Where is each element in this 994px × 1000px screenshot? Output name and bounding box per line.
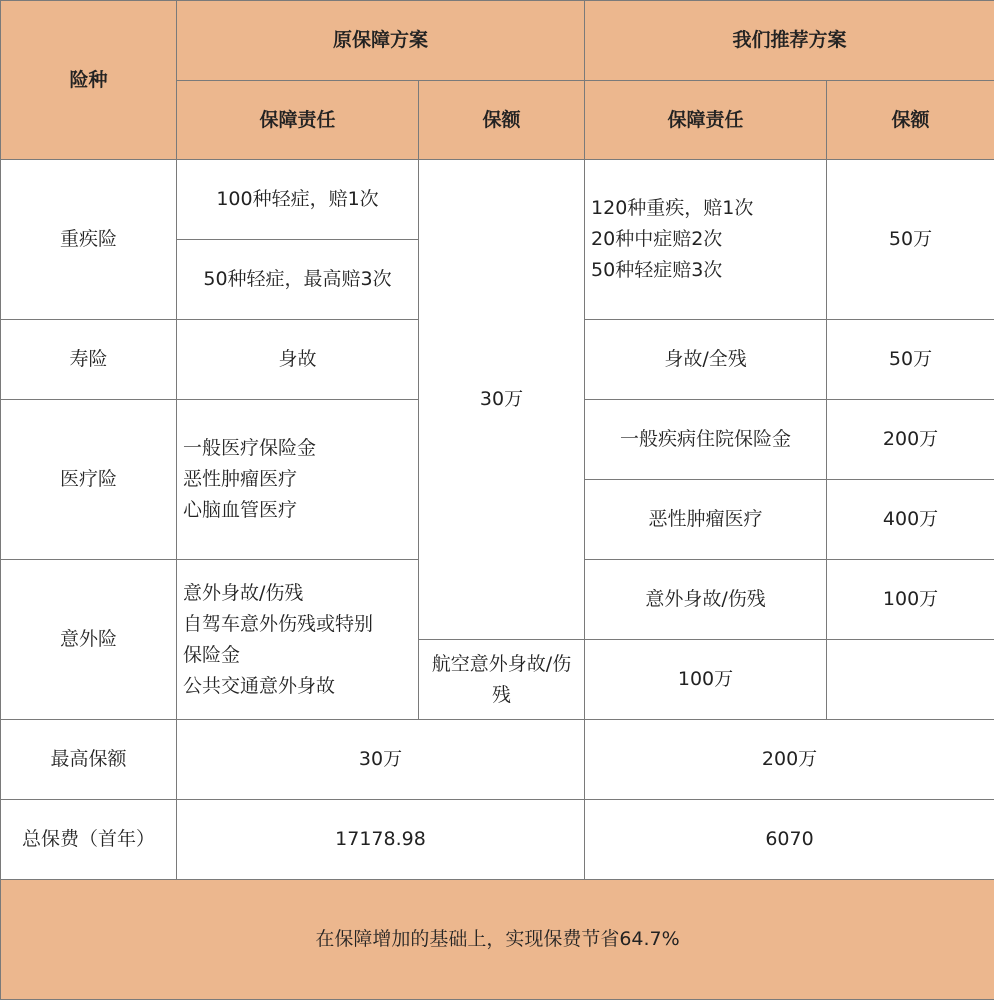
type-life: 寿险: [1, 320, 177, 400]
header-orig-coverage: 保障责任: [177, 81, 419, 160]
header-rec-coverage: 保障责任: [585, 81, 827, 160]
type-accident: 意外险: [1, 560, 177, 720]
type-critical-illness: 重疾险: [1, 160, 177, 320]
rec-amount-cell: 100万: [827, 560, 994, 640]
header-type: 险种: [1, 1, 177, 160]
rec-amount-cell: 100万: [585, 640, 827, 720]
orig-coverage-cell: 50种轻症，最高赔3次: [177, 240, 419, 320]
total-premium-orig: 17178.98: [177, 800, 585, 880]
max-amount-rec: 200万: [585, 720, 994, 800]
coverage-line: 意外身故/伤残: [183, 581, 304, 604]
coverage-line: 20种中症赔2次: [591, 228, 723, 250]
rec-coverage-cell: [585, 160, 827, 320]
orig-coverage-cell: 身故: [177, 320, 419, 400]
orig-coverage-cell: 100种轻症，赔1次: [177, 160, 419, 240]
rec-coverage-cell: 一般疾病住院保险金: [585, 400, 827, 480]
coverage-line: 公共交通意外身故: [183, 674, 336, 697]
coverage-line: 自驾车意外伤残或特别: [183, 612, 374, 635]
rec-coverage-cell: 航空意外身故/伤残: [419, 640, 585, 720]
rec-coverage-cell: 意外身故/伤残: [585, 560, 827, 640]
rec-coverage-cell: 恶性肿瘤医疗: [585, 480, 827, 560]
coverage-line: 恶性肿瘤医疗: [183, 468, 298, 490]
summary-banner: 在保障增加的基础上，实现保费节省64.7%: [1, 880, 994, 1000]
orig-amount-shared: 30万: [419, 160, 585, 640]
orig-coverage-cell: [177, 560, 419, 720]
coverage-line: 一般医疗保险金: [183, 437, 317, 459]
rec-amount-cell: 400万: [827, 480, 994, 560]
coverage-line: 50种轻症赔3次: [591, 259, 723, 281]
header-orig-amount: 保额: [419, 81, 585, 160]
header-rec-amount: 保额: [827, 81, 994, 160]
header-original-plan: 原保障方案: [177, 1, 585, 81]
orig-coverage-cell: [177, 400, 419, 560]
coverage-line: 心脑血管医疗: [183, 499, 298, 521]
type-medical: 医疗险: [1, 400, 177, 560]
total-premium-label: 总保费（首年）: [1, 800, 177, 880]
header-recommended-plan: 我们推荐方案: [585, 1, 994, 81]
max-amount-orig: 30万: [177, 720, 585, 800]
coverage-line: 保险金: [183, 643, 241, 666]
rec-amount-cell: 50万: [827, 320, 994, 400]
rec-amount-cell: 200万: [827, 400, 994, 480]
total-premium-rec: 6070: [585, 800, 994, 880]
coverage-line: 120种重疾，赔1次: [591, 197, 754, 219]
rec-coverage-cell: 身故/全残: [585, 320, 827, 400]
max-amount-label: 最高保额: [1, 720, 177, 800]
rec-amount-cell: 50万: [827, 160, 994, 320]
